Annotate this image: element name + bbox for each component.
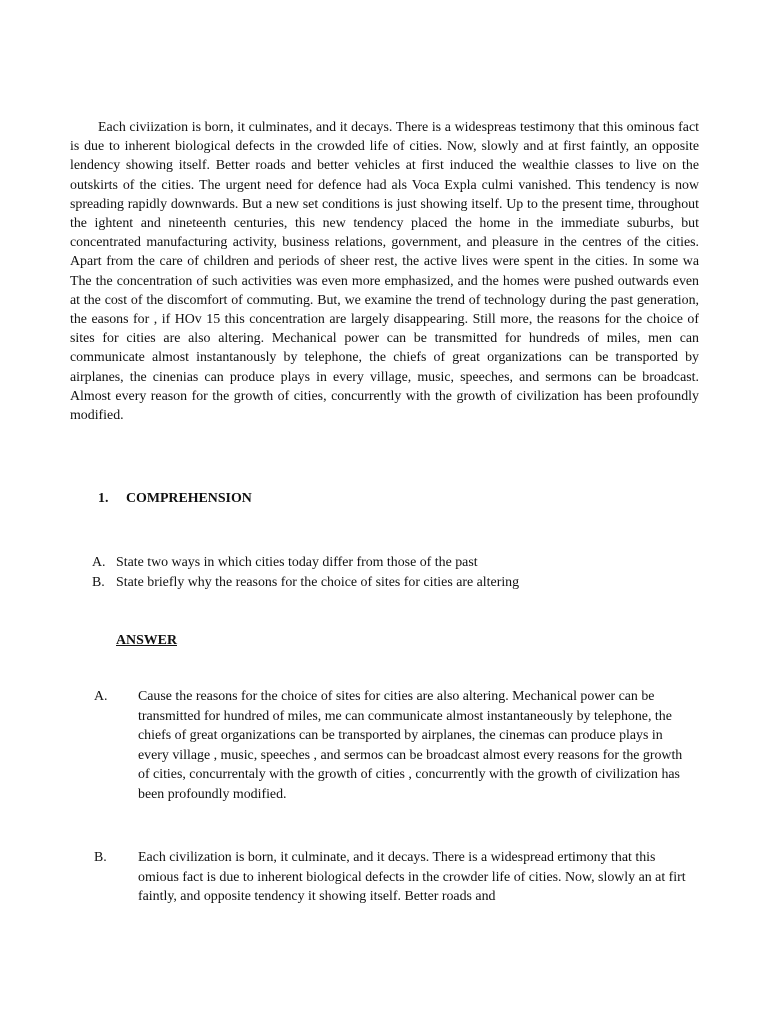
section-heading [98, 489, 252, 508]
answer-heading: ANSWER [116, 633, 177, 648]
answer-text: Each civilization is born, it culminate, and it decays. There is a widespread ertimony that this omious fact is due to inherent biological defects in the crowder life of cities. Now, slowly an at firt faintly, and opposite tendency it showing itself. Better roads and [138, 850, 686, 904]
question-item [92, 553, 519, 573]
answer-item [94, 687, 696, 804]
answer-label: B. [94, 850, 107, 865]
question-text: State briefly why the reasons for the choice of sites for cities are altering [116, 575, 520, 590]
answer-text: Cause the reasons for the choice of sites for cities are also altering. Mechanical power can be transmitted for hundred of miles, me can communicate almost instantaneously by telephone, the chiefs of great organizations can be transported by airplanes, the cinemas can produce plays in every village , music, speeches , and sermos can be broadcast almost every reasons for the growth of cities, concurrentaly with the growth of cities , concurrently with the growth of civilization has been profoundly modified. [138, 689, 683, 802]
section-number: 1. [98, 491, 109, 506]
answer-label: A. [94, 689, 108, 704]
question-list [92, 553, 519, 593]
answer-body [94, 687, 696, 804]
answer-item [94, 848, 696, 907]
question-label: B. [92, 575, 105, 590]
question-label: A. [92, 555, 106, 570]
reading-passage: Each civiization is born, it culminates, and it decays. There is a widespreas testimony that this ominous fact is due to inherent biological defects in the crowded life of cities. Now, slowly and at first faintly, an opposite lendency showing itself. Better roads and better vehicles at first induced the wealthie classes to live on the outskirts of the cities. The urgent need for defence had als Voca Expla culmi vanished. This tendency is now spreading rapidly downwards. But a new set conditions is just showing itself. Up to the present time, throughout the ightent and nineteenth centuries, this new tendency placed the home in the immediate suburbs, but concentrated manufacturing activity, business relations, government, and pleasure in the centres of the cities. Apart from the care of children and periods of sheer rest, the active lives were spent in the cities. In some wa The the concentration of such activities was even more emphasized, and the homes were pushed outwards even at the cost of the discomfort of commuting. But, we examine the trend of technology during the past generation, the easons for , if HOv 15 this concentration are largely disappearing. Still more, the reasons for the choice of sites for cities are also altering. Mechanical power can be transmitted for hundreds of miles, men can communicate almost instantanously by telephone, the chiefs of great organizations can be transported by airplanes, the cinenias can produce plays in every village, music, speeches, and sermons can be broadcast. Almost every reason for the growth of cities, concurrently with the growth of civilization has been profoundly modified. [70, 120, 699, 424]
answer-body [94, 848, 696, 907]
section-title: COMPREHENSION [126, 491, 252, 506]
question-item [92, 573, 519, 593]
question-text: State two ways in which cities today differ from those of the past [116, 555, 478, 570]
